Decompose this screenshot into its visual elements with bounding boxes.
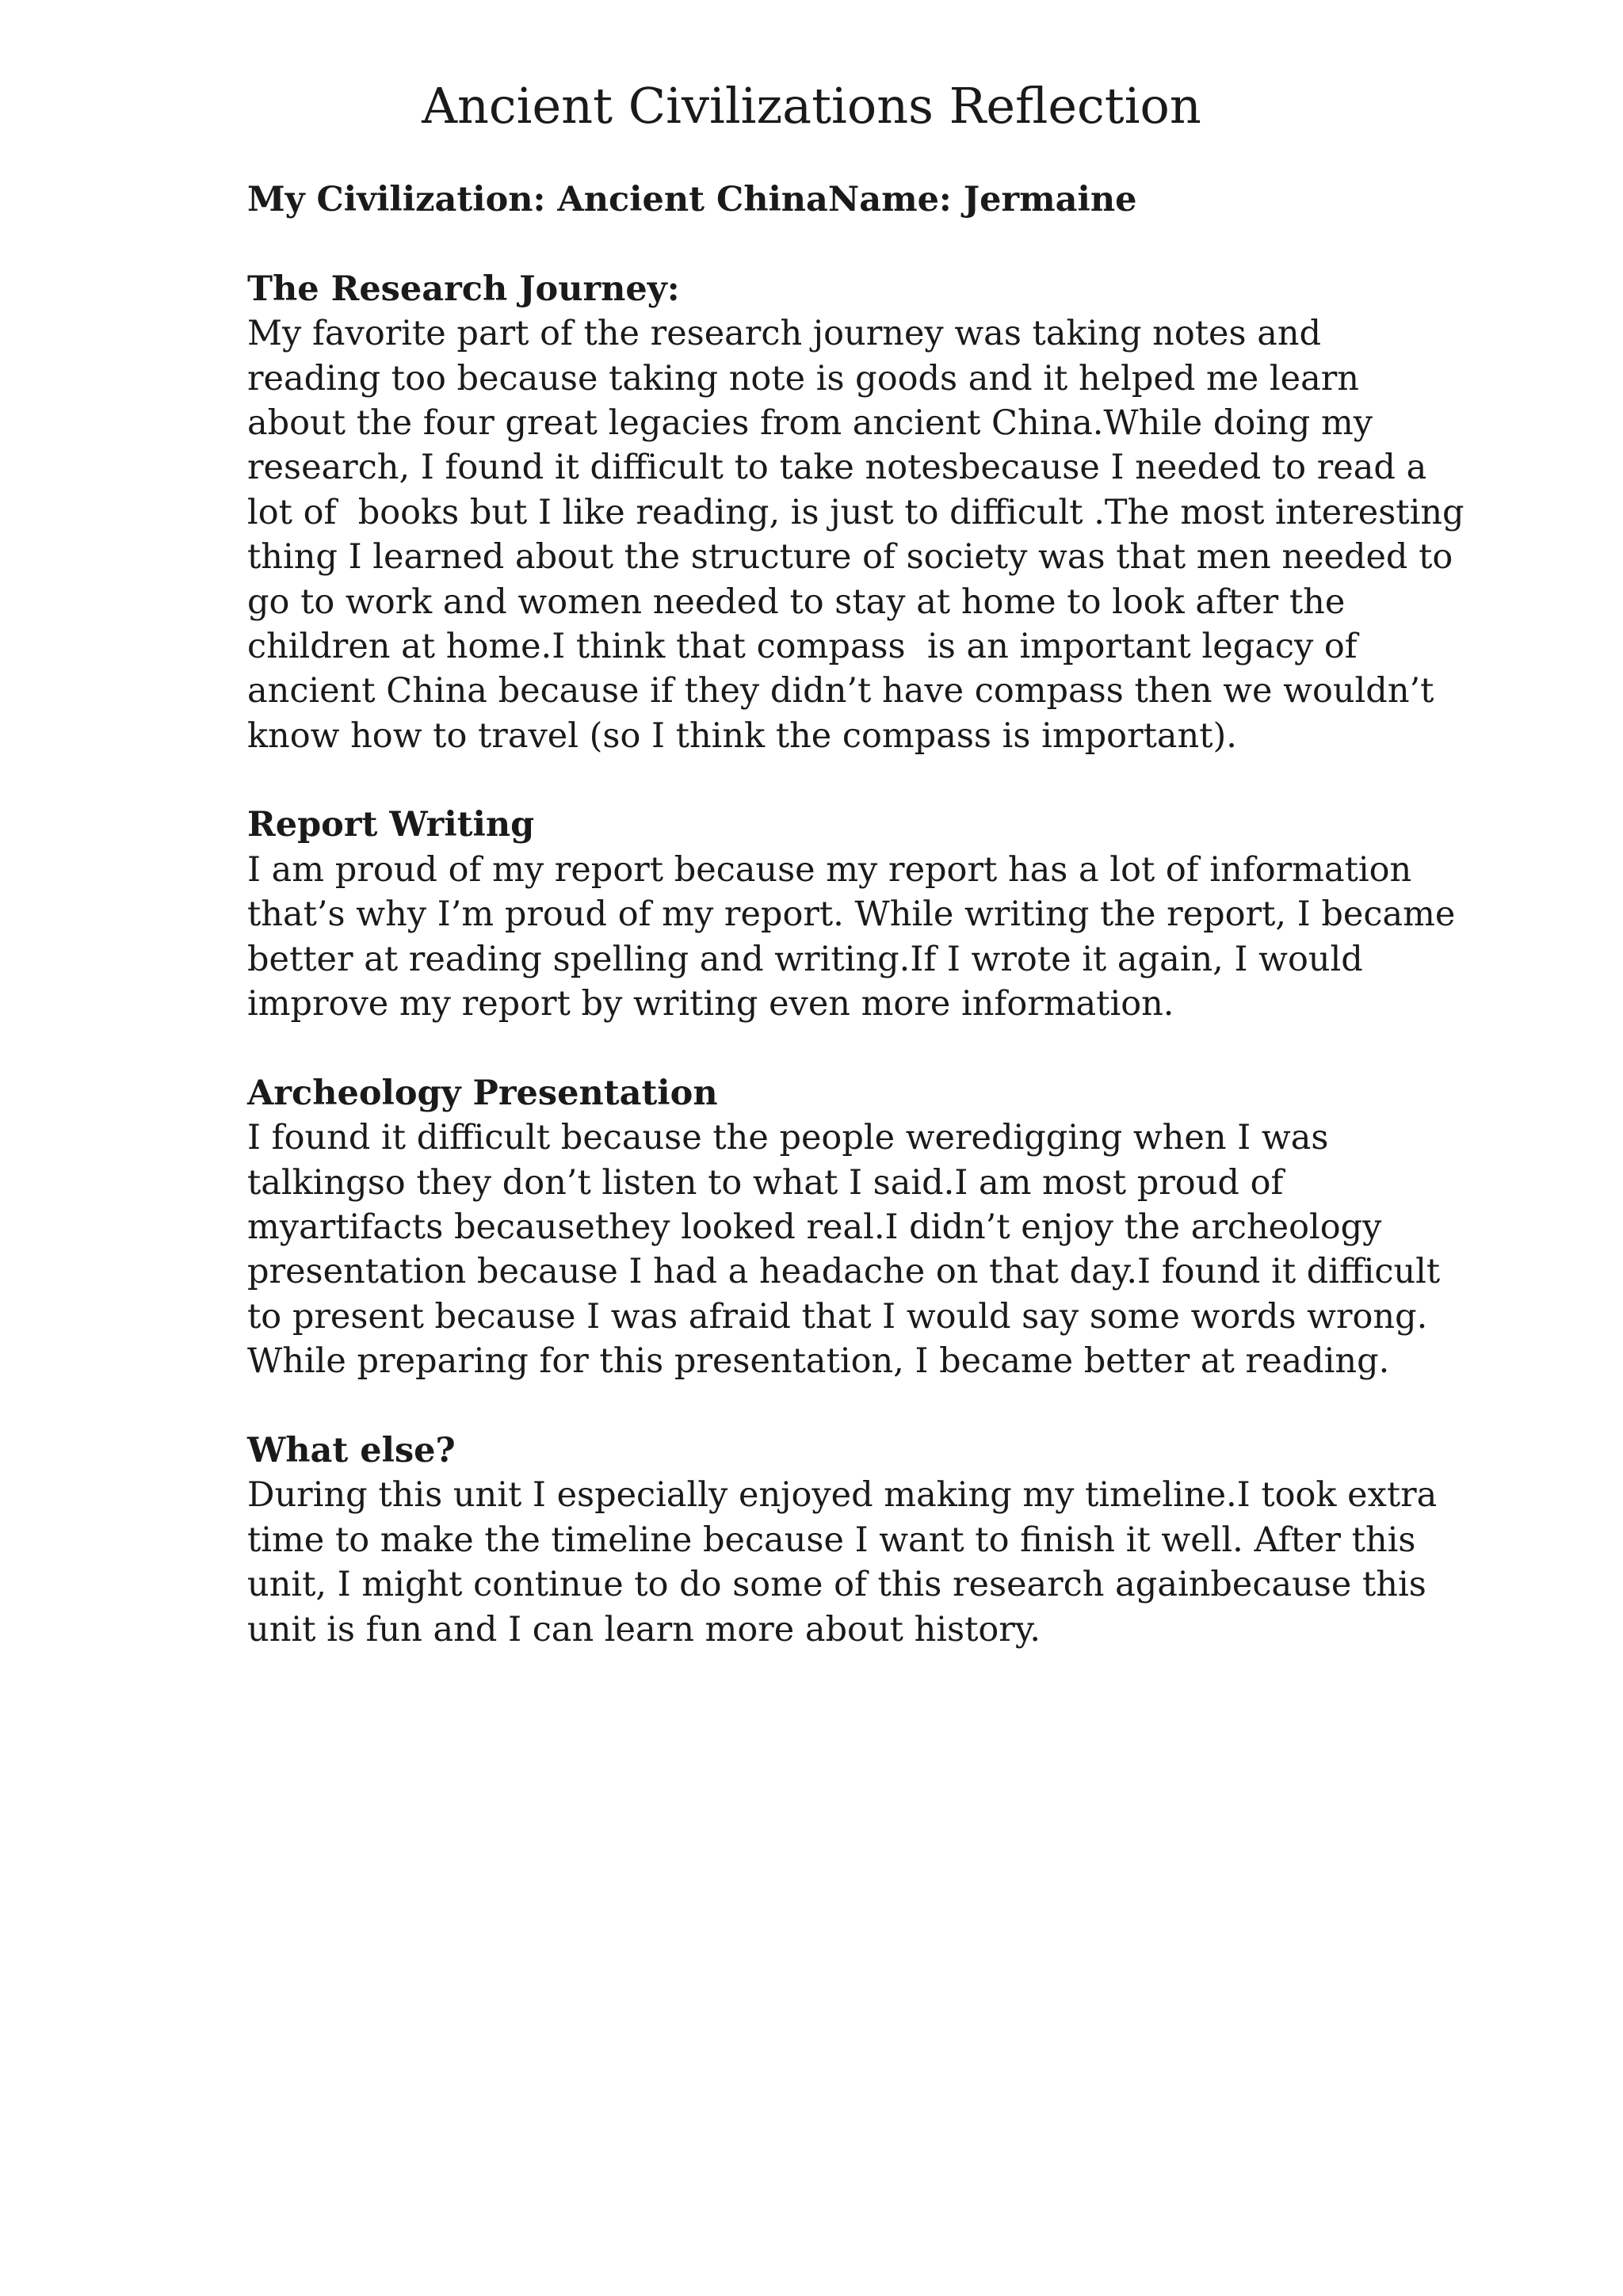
spacer xyxy=(247,222,1420,266)
paragraph-line: reading too because taking note is goods and it helped me learn xyxy=(247,358,1360,399)
spacer xyxy=(247,758,1420,803)
document-body xyxy=(247,177,1465,1652)
spacer xyxy=(247,1026,1420,1070)
paragraph-line: My favorite part of the research journey was taking notes and xyxy=(247,314,1322,354)
paragraph-line: time to make the timeline because I want to finish it well. After this xyxy=(247,1520,1416,1560)
civilization-name-line: My Civilization: Ancient ChinaName: Jermaine xyxy=(247,180,1137,219)
paragraph-line: I am proud of my report because my report has a lot of information xyxy=(247,849,1412,890)
section-research-journey xyxy=(247,267,1465,758)
spacer xyxy=(247,1384,1420,1428)
section-heading: Report Writing xyxy=(247,805,535,845)
section-heading: The Research Journey: xyxy=(247,269,680,309)
section-report-writing xyxy=(247,803,1456,1026)
section-heading: Archeology Presentation xyxy=(247,1073,718,1113)
paragraph-line: research, I found it difficult to take notesbecause I needed to read a xyxy=(247,448,1427,488)
paragraph-line: thing I learned about the structure of society was that men needed to xyxy=(247,537,1453,578)
paragraph-line: unit, I might continue to do some of this research againbecause this xyxy=(247,1565,1426,1605)
paragraph-line: better at reading spelling and writing.If I wrote it again, I would xyxy=(247,939,1363,979)
paragraph-line: While preparing for this presentation, I became better at reading. xyxy=(247,1341,1390,1382)
paragraph-line: I found it difficult because the people weredigging when I was xyxy=(247,1118,1329,1158)
paragraph-line: talkingso they don’t listen to what I said.I am most proud of xyxy=(247,1162,1284,1203)
paragraph-line: improve my report by writing even more information. xyxy=(247,984,1174,1024)
paragraph-line: unit is fun and I can learn more about history. xyxy=(247,1609,1041,1650)
section-what-else xyxy=(247,1428,1438,1652)
paragraph-line: presentation because I had a headache on that day.I found it difficult xyxy=(247,1252,1441,1292)
paragraph-line: children at home.I think that compass is an important legacy of xyxy=(247,626,1358,666)
section-archeology-presentation xyxy=(247,1071,1441,1384)
page-title: Ancient Civilizations Reflection xyxy=(422,77,1201,135)
paragraph-line: myartifacts becausethey looked real.I didn’t enjoy the archeology xyxy=(247,1207,1382,1247)
paragraph-line: During this unit I especially enjoyed making my timeline.I took extra xyxy=(247,1475,1438,1516)
paragraph-line: know how to travel (so I think the compass is important). xyxy=(247,715,1237,756)
paragraph-line: lot of books but I like reading, is just to difficult .The most interesting xyxy=(247,492,1465,532)
paragraph-line: to present because I was afraid that I would say some words wrong. xyxy=(247,1296,1428,1337)
paragraph-line: ancient China because if they didn’t have compass then we wouldn’t xyxy=(247,671,1434,711)
section-heading: What else? xyxy=(247,1430,456,1470)
paragraph-line: go to work and women needed to stay at home to look after the xyxy=(247,582,1346,622)
paragraph-line: that’s why I’m proud of my report. While writing the report, I became xyxy=(247,894,1456,935)
paragraph-line: about the four great legacies from ancient China.While doing my xyxy=(247,402,1373,443)
